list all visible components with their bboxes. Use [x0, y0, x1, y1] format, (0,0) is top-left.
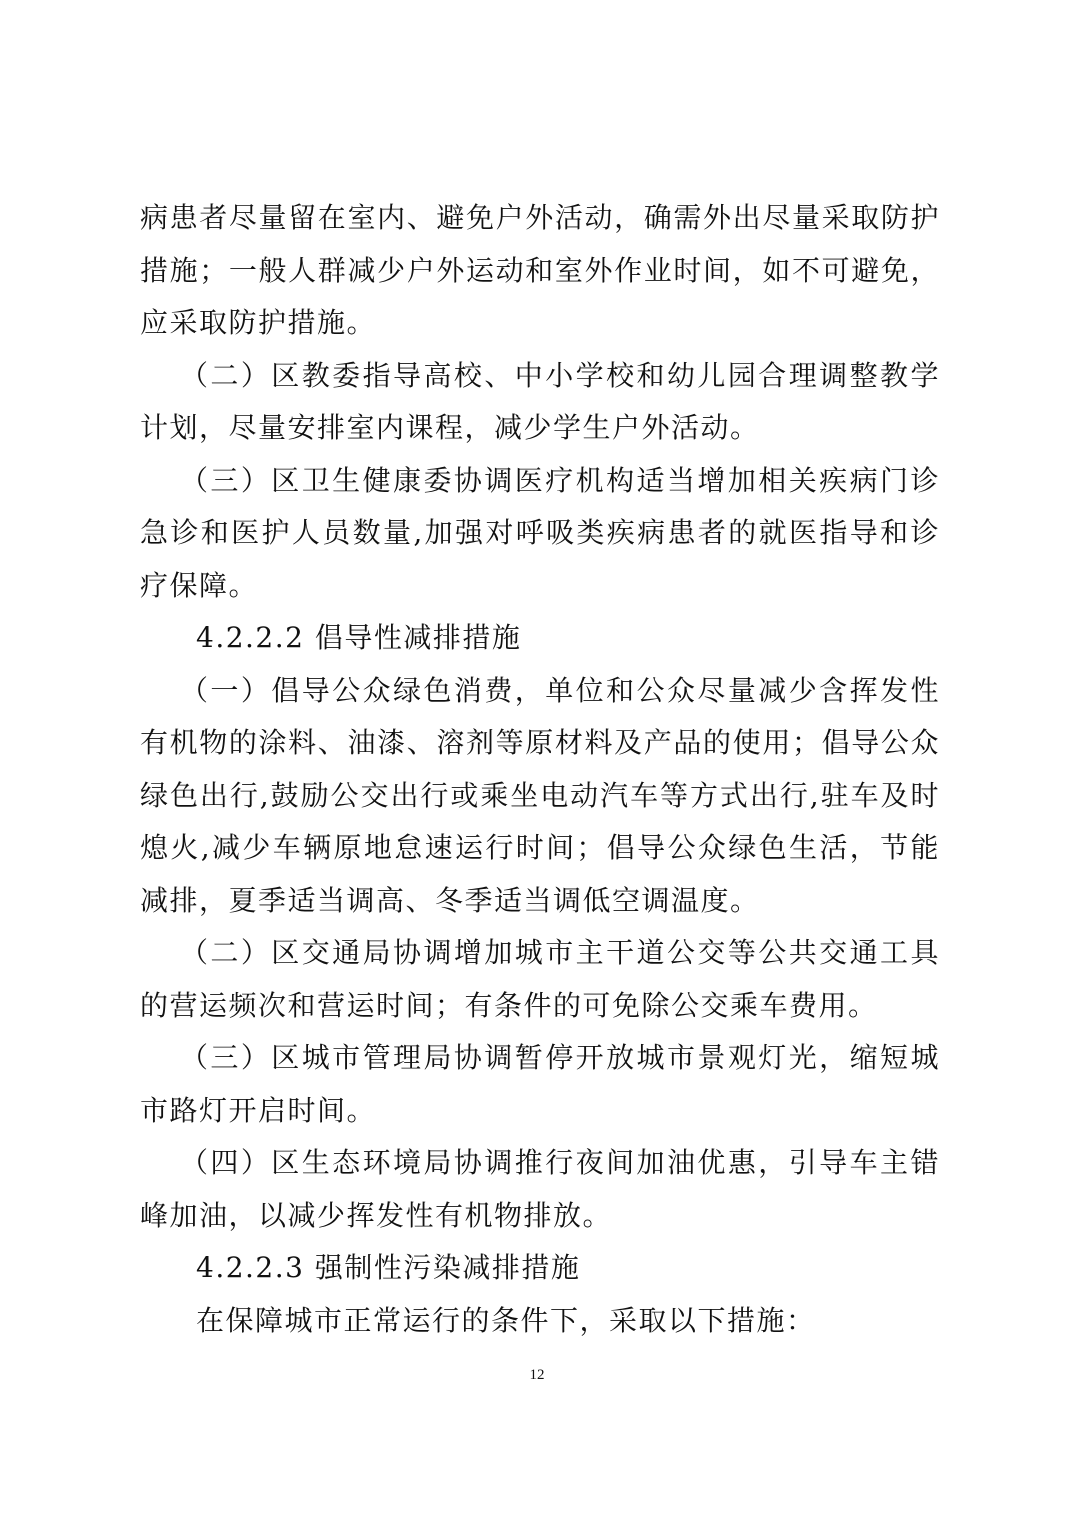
page-number: 12: [529, 1367, 545, 1383]
paragraph-continued-protection: 病患者尽量留在室内、避免户外活动，确需外出尽量采取防护措施；一般人群减少户外运动和室外作业时间，如不可避免，应采取防护措施。: [140, 201, 940, 339]
paragraph-ecology-bureau: （四）区生态环境局协调推行夜间加油优惠，引导车主错峰加油，以减少挥发性有机物排放。: [140, 1146, 940, 1232]
section-heading-4-2-2-2: 4.2.2.2 倡导性减排措施: [196, 621, 522, 654]
paragraph-urban-management: （三）区城市管理局协调暂停开放城市景观灯光，缩短城市路灯开启时间。: [140, 1041, 940, 1127]
body-text: [140, 192, 940, 1347]
paragraph-transport-bureau: （二）区交通局协调增加城市主干道公交等公共交通工具的营运频次和营运时间；有条件的可免除公交乘车费用。: [140, 936, 940, 1022]
paragraph-mandatory-intro: 在保障城市正常运行的条件下，采取以下措施：: [196, 1303, 816, 1337]
section-heading-4-2-2-3: 4.2.2.3 强制性污染减排措施: [196, 1251, 581, 1284]
paragraph-green-consumption: （一）倡导公众绿色消费，单位和公众尽量减少含挥发性有机物的涂料、油漆、溶剂等原材料及产品的使用；倡导公众绿色出行,鼓励公交出行或乘坐电动汽车等方式出行,驻车及时熄火,减少车辆原地怠速运行时间；倡导公众绿色生活，节能减排，夏季适当调高、冬季适当调低空调温度。: [140, 673, 940, 917]
paragraph-health-commission: （三）区卫生健康委协调医疗机构适当增加相关疾病门诊急诊和医护人员数量,加强对呼吸类疾病患者的就医指导和诊疗保障。: [140, 463, 940, 602]
paragraph-education-commission: （二）区教委指导高校、中小学校和幼儿园合理调整教学计划，尽量安排室内课程，减少学生户外活动。: [140, 358, 940, 444]
